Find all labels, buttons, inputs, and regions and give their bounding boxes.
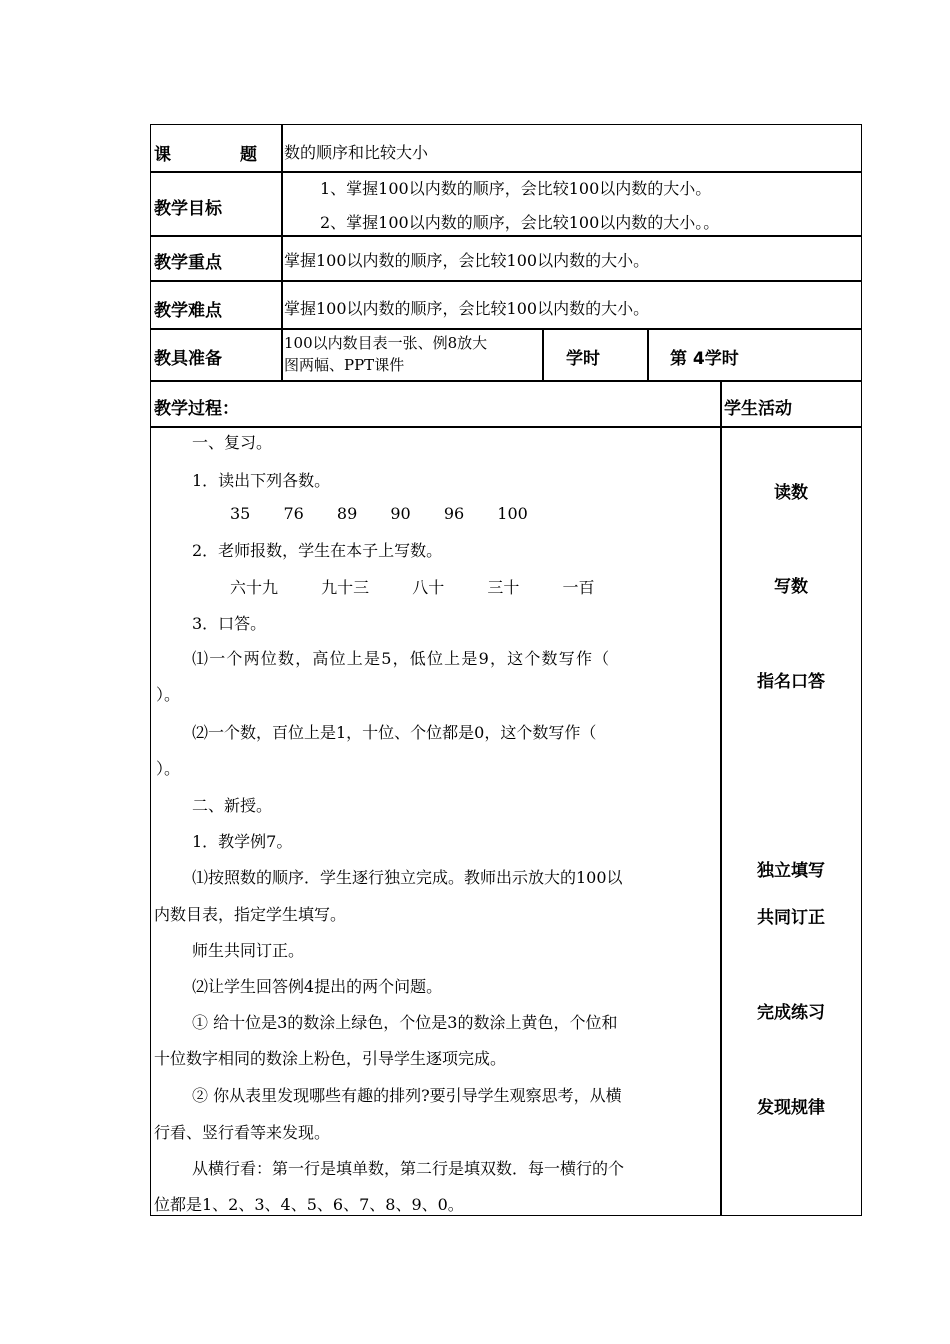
activity-correct-together: 共同订正 bbox=[757, 908, 825, 928]
paragraph-1-line1: ⑴按照数的顺序．学生逐行独立完成。教师出示放大的100以 bbox=[192, 868, 623, 887]
question-1-line2: ）。 bbox=[156, 685, 181, 704]
question-1-line1: ⑴一个两位数，高位上是5，低位上是9，这个数写作（ bbox=[192, 649, 611, 668]
horizontal-line1: 从横行看：第一行是填单数，第二行是填双数．每一横行的个 bbox=[192, 1159, 625, 1178]
row-divider bbox=[150, 235, 862, 237]
review-item-3: 3．口答。 bbox=[192, 614, 267, 633]
difficulty-label: 教学难点 bbox=[154, 301, 222, 321]
column-divider bbox=[647, 328, 649, 380]
pattern-line2: 行看、竖行看等来发现。 bbox=[154, 1123, 331, 1142]
tools-label: 教具准备 bbox=[154, 349, 222, 369]
number-list bbox=[230, 504, 556, 523]
paragraph-1-line2: 内数目表，指定学生填写。 bbox=[154, 905, 347, 924]
number-item: 76 bbox=[283, 504, 304, 523]
paragraph-2: ⑵让学生回答例4提出的两个问题。 bbox=[192, 977, 443, 996]
column-divider bbox=[281, 124, 283, 380]
process-label: 教学过程： bbox=[154, 399, 239, 419]
row-divider bbox=[150, 328, 862, 330]
row-divider bbox=[150, 426, 862, 428]
column-divider bbox=[720, 380, 722, 1216]
key-point-label: 教学重点 bbox=[154, 253, 222, 273]
tools-value-line1: 100以内数目表一张、例8放大 bbox=[284, 334, 488, 352]
chinese-number-item: 九十三 bbox=[321, 578, 370, 597]
pattern-line1: ② 你从表里发现哪些有趣的排列?要引导学生观察思考，从横 bbox=[192, 1086, 622, 1105]
hours-value: 第 4学时 bbox=[670, 349, 739, 369]
goal-1: 1、掌握100以内数的顺序，会比较100以内数的大小。 bbox=[320, 179, 712, 198]
activity-write: 写数 bbox=[774, 577, 808, 597]
correction-text: 师生共同订正。 bbox=[192, 941, 305, 960]
activity-complete-exercise: 完成练习 bbox=[757, 1003, 825, 1023]
coloring-line1: ① 给十位是3的数涂上绿色，个位是3的数涂上黄色，个位和 bbox=[192, 1013, 618, 1032]
row-divider bbox=[150, 171, 862, 173]
number-item: 35 bbox=[230, 504, 251, 523]
chinese-number-list bbox=[230, 575, 632, 598]
horizontal-line2: 位都是1、2、3、4、5、6、7、8、9、0。 bbox=[154, 1195, 464, 1214]
goal-2: 2、掌握100以内数的顺序，会比较100以内数的大小。。 bbox=[320, 213, 720, 232]
activity-read: 读数 bbox=[774, 483, 808, 503]
topic-label-b: 题 bbox=[240, 145, 257, 165]
key-point-value: 掌握100以内数的顺序，会比较100以内数的大小。 bbox=[284, 251, 650, 270]
chinese-number-item: 一百 bbox=[562, 578, 595, 597]
example-title: 1．教学例7。 bbox=[192, 832, 293, 851]
number-item: 96 bbox=[443, 504, 465, 523]
difficulty-value: 掌握100以内数的顺序，会比较100以内数的大小。 bbox=[284, 299, 650, 318]
chinese-number-item: 六十九 bbox=[230, 578, 279, 597]
topic-value: 数的顺序和比较大小 bbox=[284, 143, 429, 162]
review-item-2: 2．老师报数，学生在本子上写数。 bbox=[192, 541, 443, 560]
row-divider bbox=[150, 280, 862, 282]
topic-label-a: 课 bbox=[154, 145, 171, 165]
number-item: 90 bbox=[390, 504, 411, 523]
question-2-line1: ⑵一个数，百位上是1，十位、个位都是0，这个数写作（ bbox=[192, 723, 597, 742]
goals-label: 教学目标 bbox=[154, 199, 222, 219]
review-title: 一、复习。 bbox=[192, 433, 273, 452]
coloring-line2: 十位数字相同的数涂上粉色，引导学生逐项完成。 bbox=[154, 1049, 507, 1068]
new-lesson-title: 二、新授。 bbox=[192, 796, 273, 815]
activity-oral-answer: 指名口答 bbox=[757, 672, 825, 692]
activity-label: 学生活动 bbox=[724, 399, 792, 419]
activity-discover-pattern: 发现规律 bbox=[757, 1098, 825, 1118]
number-item: 100 bbox=[497, 504, 528, 523]
review-item-1: 1．读出下列各数。 bbox=[192, 471, 331, 490]
chinese-number-item: 八十 bbox=[412, 578, 445, 597]
row-divider bbox=[150, 380, 862, 382]
number-item: 89 bbox=[336, 504, 358, 523]
tools-value-line2: 图两幅、PPT课件 bbox=[284, 356, 405, 374]
lesson-plan-table bbox=[150, 124, 862, 1216]
column-divider bbox=[542, 328, 544, 380]
question-2-line2: ）。 bbox=[156, 759, 181, 778]
activity-fill-independently: 独立填写 bbox=[757, 861, 825, 881]
chinese-number-item: 三十 bbox=[487, 578, 520, 597]
hours-label: 学时 bbox=[566, 349, 600, 369]
